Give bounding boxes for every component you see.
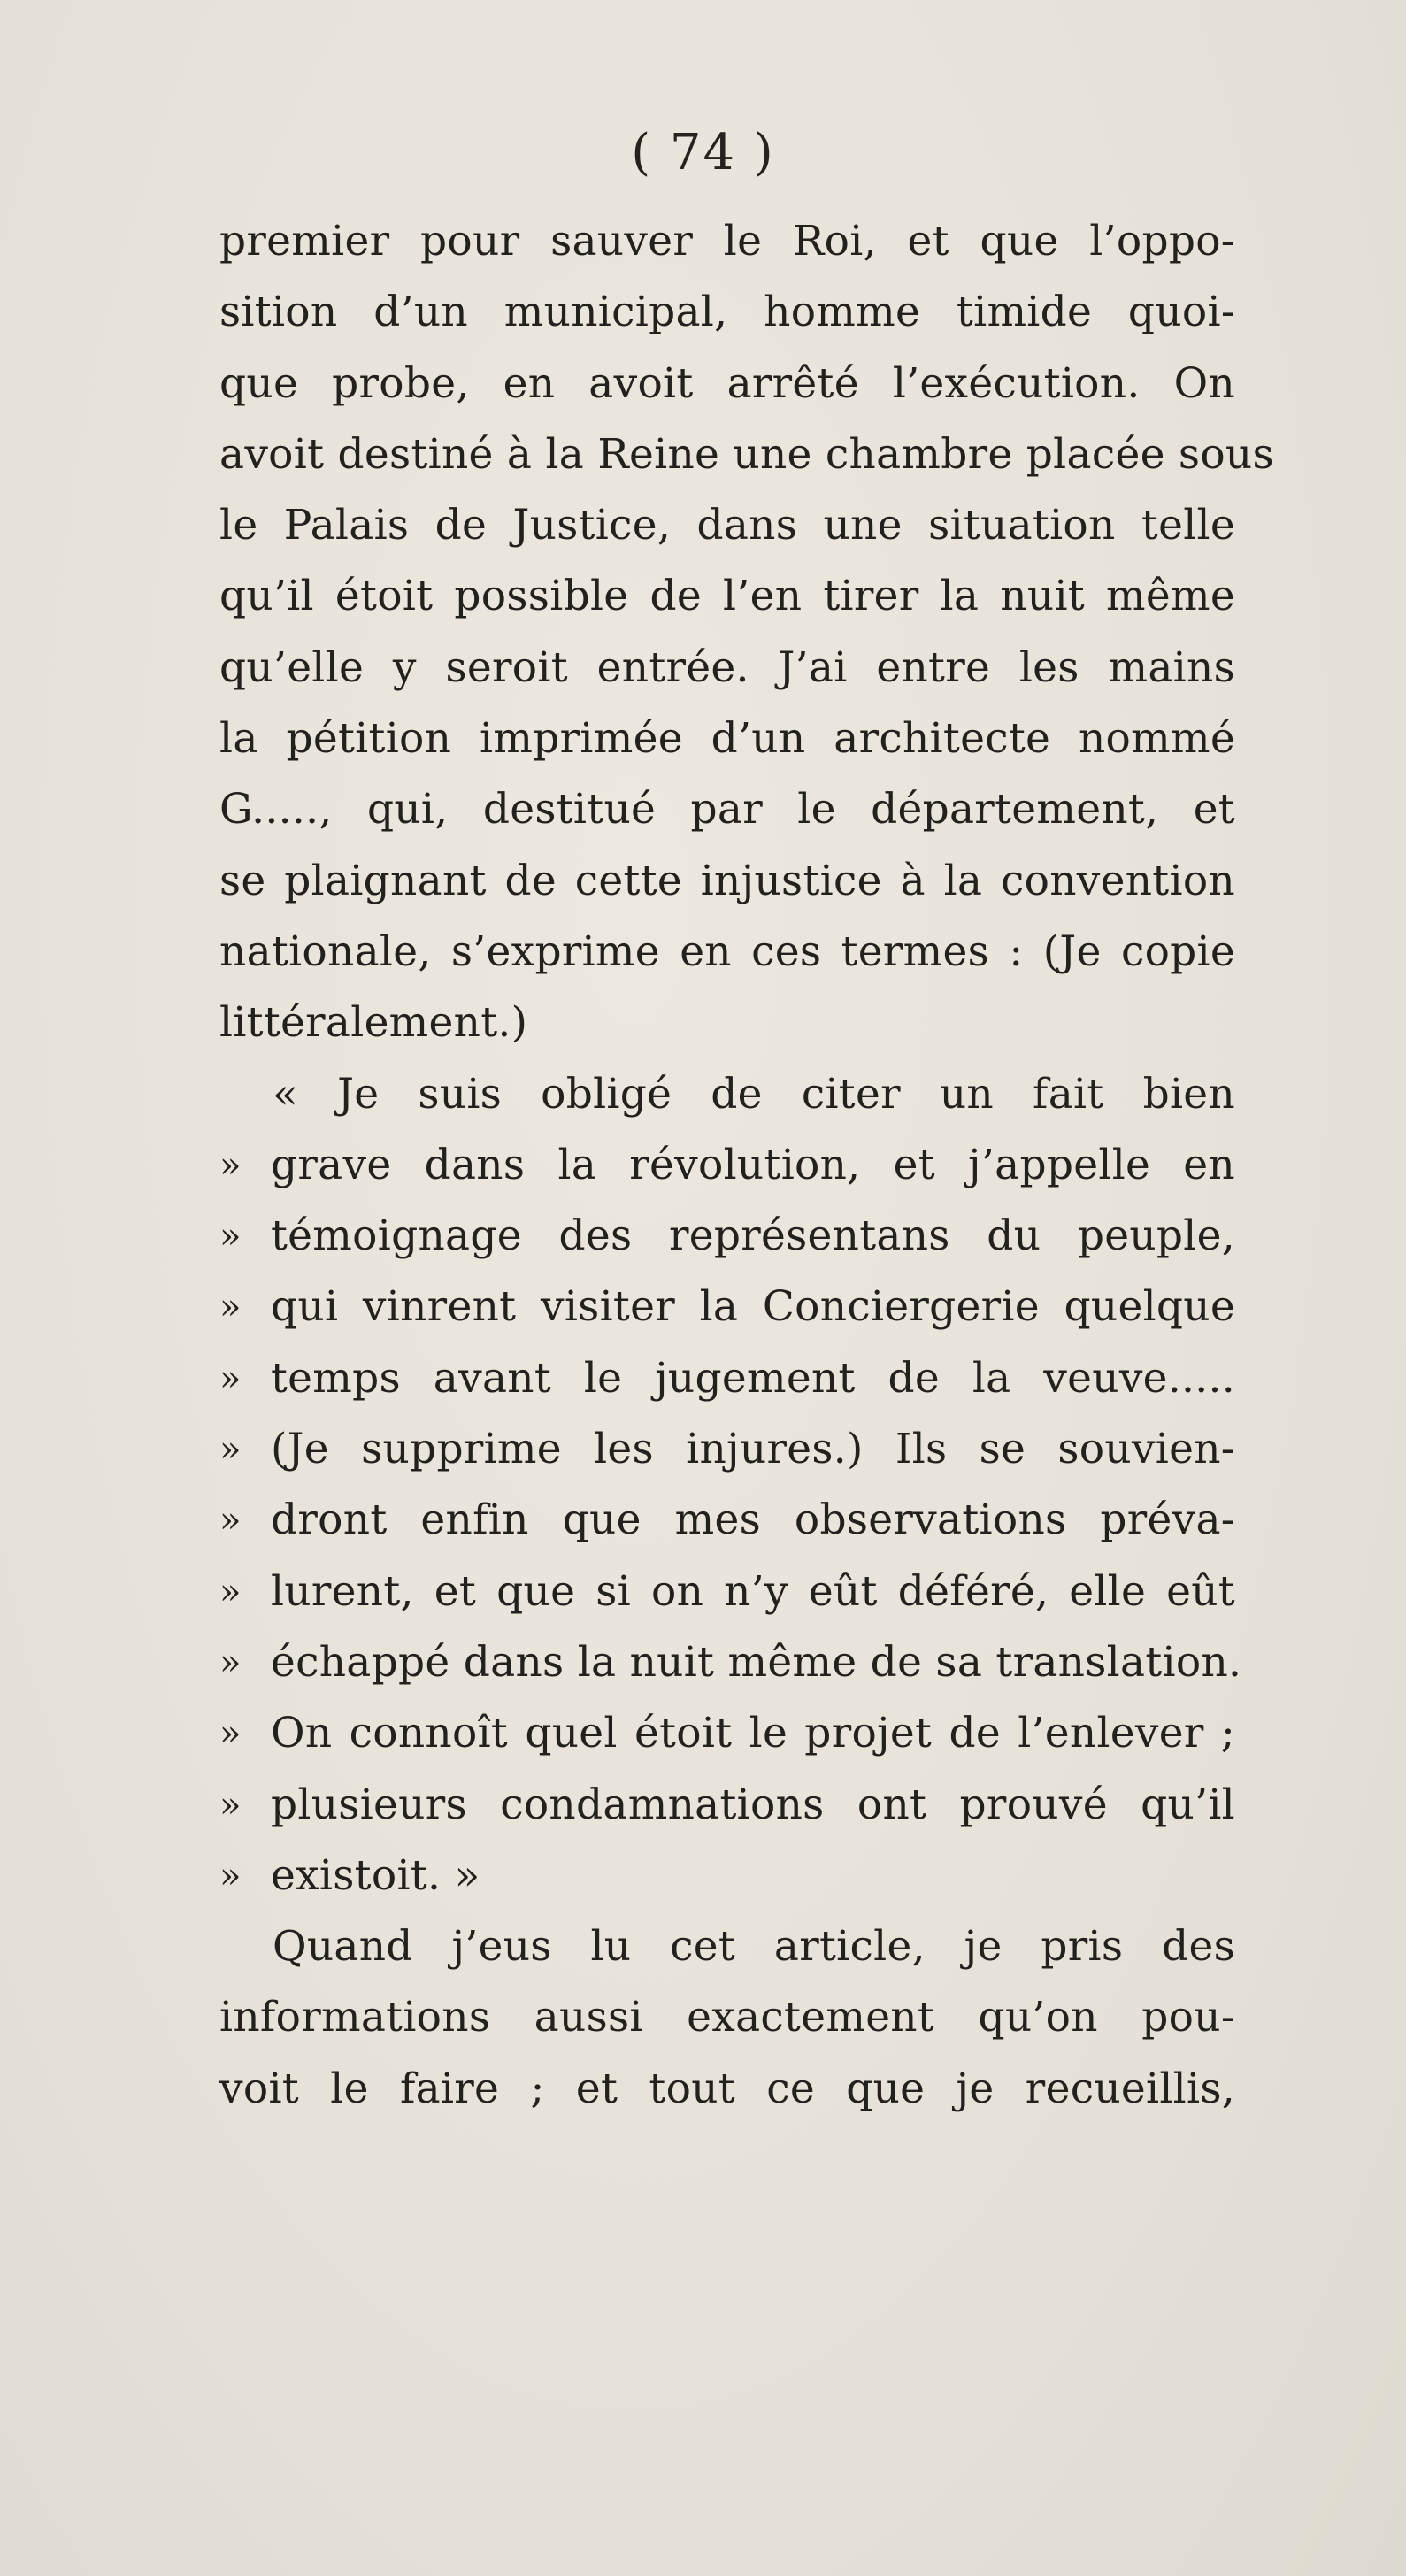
quote-line: [219, 1841, 1235, 1911]
quote-line: [219, 1201, 1235, 1272]
quote-text: témoignage des représentans du peuple,: [271, 1211, 1235, 1261]
text-line: premier pour sauver le Roi, et que l’oppo-: [219, 217, 1235, 265]
quote-line: [219, 1485, 1235, 1556]
quote-text: (Je supprime les injures.) Ils se souvien-: [271, 1425, 1235, 1474]
body-text: [219, 206, 1274, 2125]
quote-text: existoit. »: [271, 1850, 480, 1900]
text-line: le Palais de Justice, dans une situation telle: [219, 501, 1235, 550]
quote-mark: »: [219, 1713, 242, 1755]
quote-line: [219, 1557, 1235, 1627]
quote-text: plusieurs condamnations ont prouvé qu’il: [271, 1780, 1235, 1829]
quote-line: [219, 1698, 1235, 1769]
text-line: se plaignant de cette injustice à la convention: [219, 856, 1235, 905]
quote-text: qui vinrent visiter la Conciergerie quelque: [271, 1282, 1235, 1332]
quote-mark: »: [219, 1500, 242, 1542]
quote-text: grave dans la révolution, et j’appelle en: [271, 1140, 1235, 1189]
quote-mark: »: [219, 1357, 242, 1399]
quote-mark: »: [219, 1429, 242, 1471]
quote-mark: »: [219, 1287, 242, 1328]
text-line: nationale, s’exprime en ces termes : (Je copie: [219, 927, 1235, 976]
text-line: sition d’un municipal, homme timide quoi-: [219, 288, 1235, 337]
text-line: G....., qui, destitué par le département, et: [219, 785, 1235, 834]
quote-text: échappé dans la nuit même de sa translation.: [271, 1637, 1242, 1687]
page-number: ( 74 ): [631, 124, 775, 181]
text-line: que probe, en avoit arrêté l’exécution. On: [219, 358, 1235, 408]
quote-line: [219, 1343, 1235, 1414]
text-line: littéralement.): [219, 998, 528, 1048]
quote-mark: »: [219, 1642, 242, 1683]
quote-mark: »: [219, 1216, 242, 1257]
text-line: informations aussi exactement qu’on pou-: [219, 1993, 1235, 2042]
quote-text: temps avant le jugement de la veuve.....: [271, 1353, 1235, 1403]
quote-line: [219, 1414, 1235, 1485]
text-line: Quand j’eus lu cet article, je pris des: [273, 1922, 1235, 1972]
quote-mark: »: [219, 1144, 242, 1186]
quote-mark: »: [219, 1784, 242, 1826]
quote-mark: »: [219, 1571, 242, 1612]
text-line: qu’elle y seroit entrée. J’ai entre les mains: [219, 642, 1235, 692]
quote-line: [219, 1770, 1235, 1841]
quote-text: lurent, et que si on n’y eût déféré, elle eût: [271, 1566, 1235, 1616]
text-line: voit le faire ; et tout ce que je recueillis,: [219, 2064, 1235, 2113]
quote-mark: »: [219, 1855, 242, 1896]
text-line: avoit destiné à la Reine une chambre placée sous: [219, 429, 1274, 479]
quote-line: [219, 1272, 1235, 1342]
quote-line: [219, 1130, 1235, 1201]
quote-line: [219, 1627, 1242, 1698]
quote-opening-line: « Je suis obligé de citer un fait bien: [273, 1069, 1235, 1119]
text-line: la pétition imprimée d’un architecte nommé: [219, 714, 1235, 764]
quote-text: dront enfin que mes observations préva-: [271, 1496, 1235, 1545]
text-line: qu’il étoit possible de l’en tirer la nuit même: [219, 572, 1235, 621]
quote-text: On connoît quel étoit le projet de l’enlever ;: [271, 1709, 1235, 1758]
